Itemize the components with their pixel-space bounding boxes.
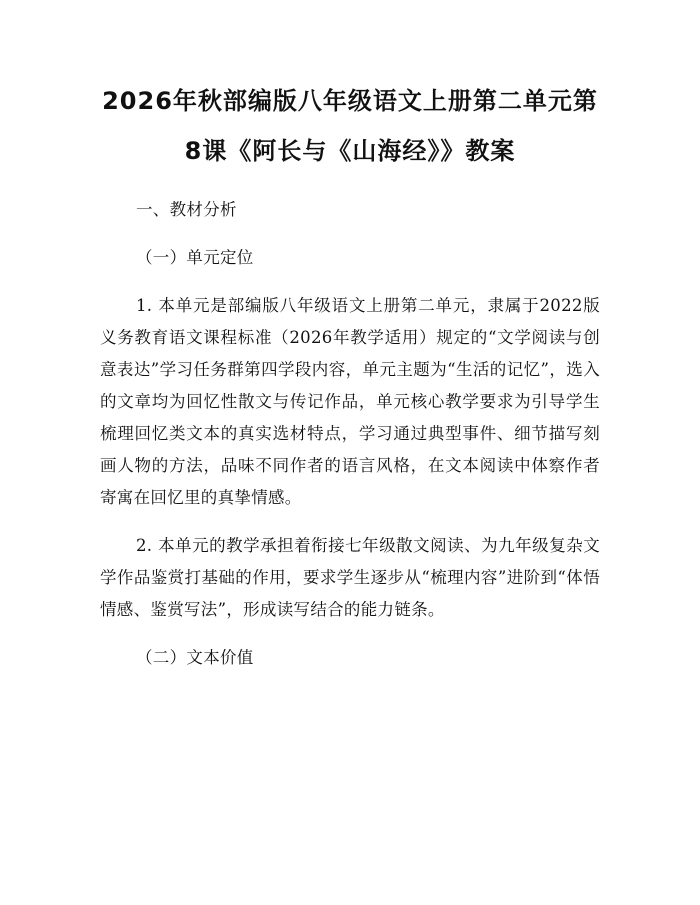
- paragraph-unit-teaching-role: 2. 本单元的教学承担着衔接七年级散文阅读、为九年级复杂文学作品鉴赏打基础的作用，要求学生逐步从“梳理内容”进阶到“体悟情感、鉴赏写法”，形成读写结合的能力链条。: [100, 536, 600, 619]
- title-line-1: 2026年秋部编版八年级语文上册第二单元第: [102, 87, 598, 115]
- subsection-heading-unit-positioning: （一）单元定位: [136, 248, 254, 267]
- document-body: [100, 194, 600, 674]
- title-line-2: 8课《阿长与《山海经》》教案: [184, 137, 516, 165]
- document-title: [100, 0, 600, 176]
- section-heading-textbook-analysis: 一、教材分析: [136, 200, 237, 219]
- subsection-heading-text-value: （二）文本价值: [136, 648, 254, 667]
- paragraph-unit-overview: 1. 本单元是部编版八年级语文上册第二单元，隶属于2022版义务教育语文课程标准（2026年教学适用）规定的“文学阅读与创意表达”学习任务群第四学段内容，单元主题为“生活的记忆”，选入的文章均为回忆性散文与传记作品，单元核心教学要求为引导学生梳理回忆类文本的真实选材特点，学习通过典型事件、细节描写刻画人物的方法，品味不同作者的语言风格，在文本阅读中体察作者寄寓在回忆里的真挚情感。: [100, 296, 600, 507]
